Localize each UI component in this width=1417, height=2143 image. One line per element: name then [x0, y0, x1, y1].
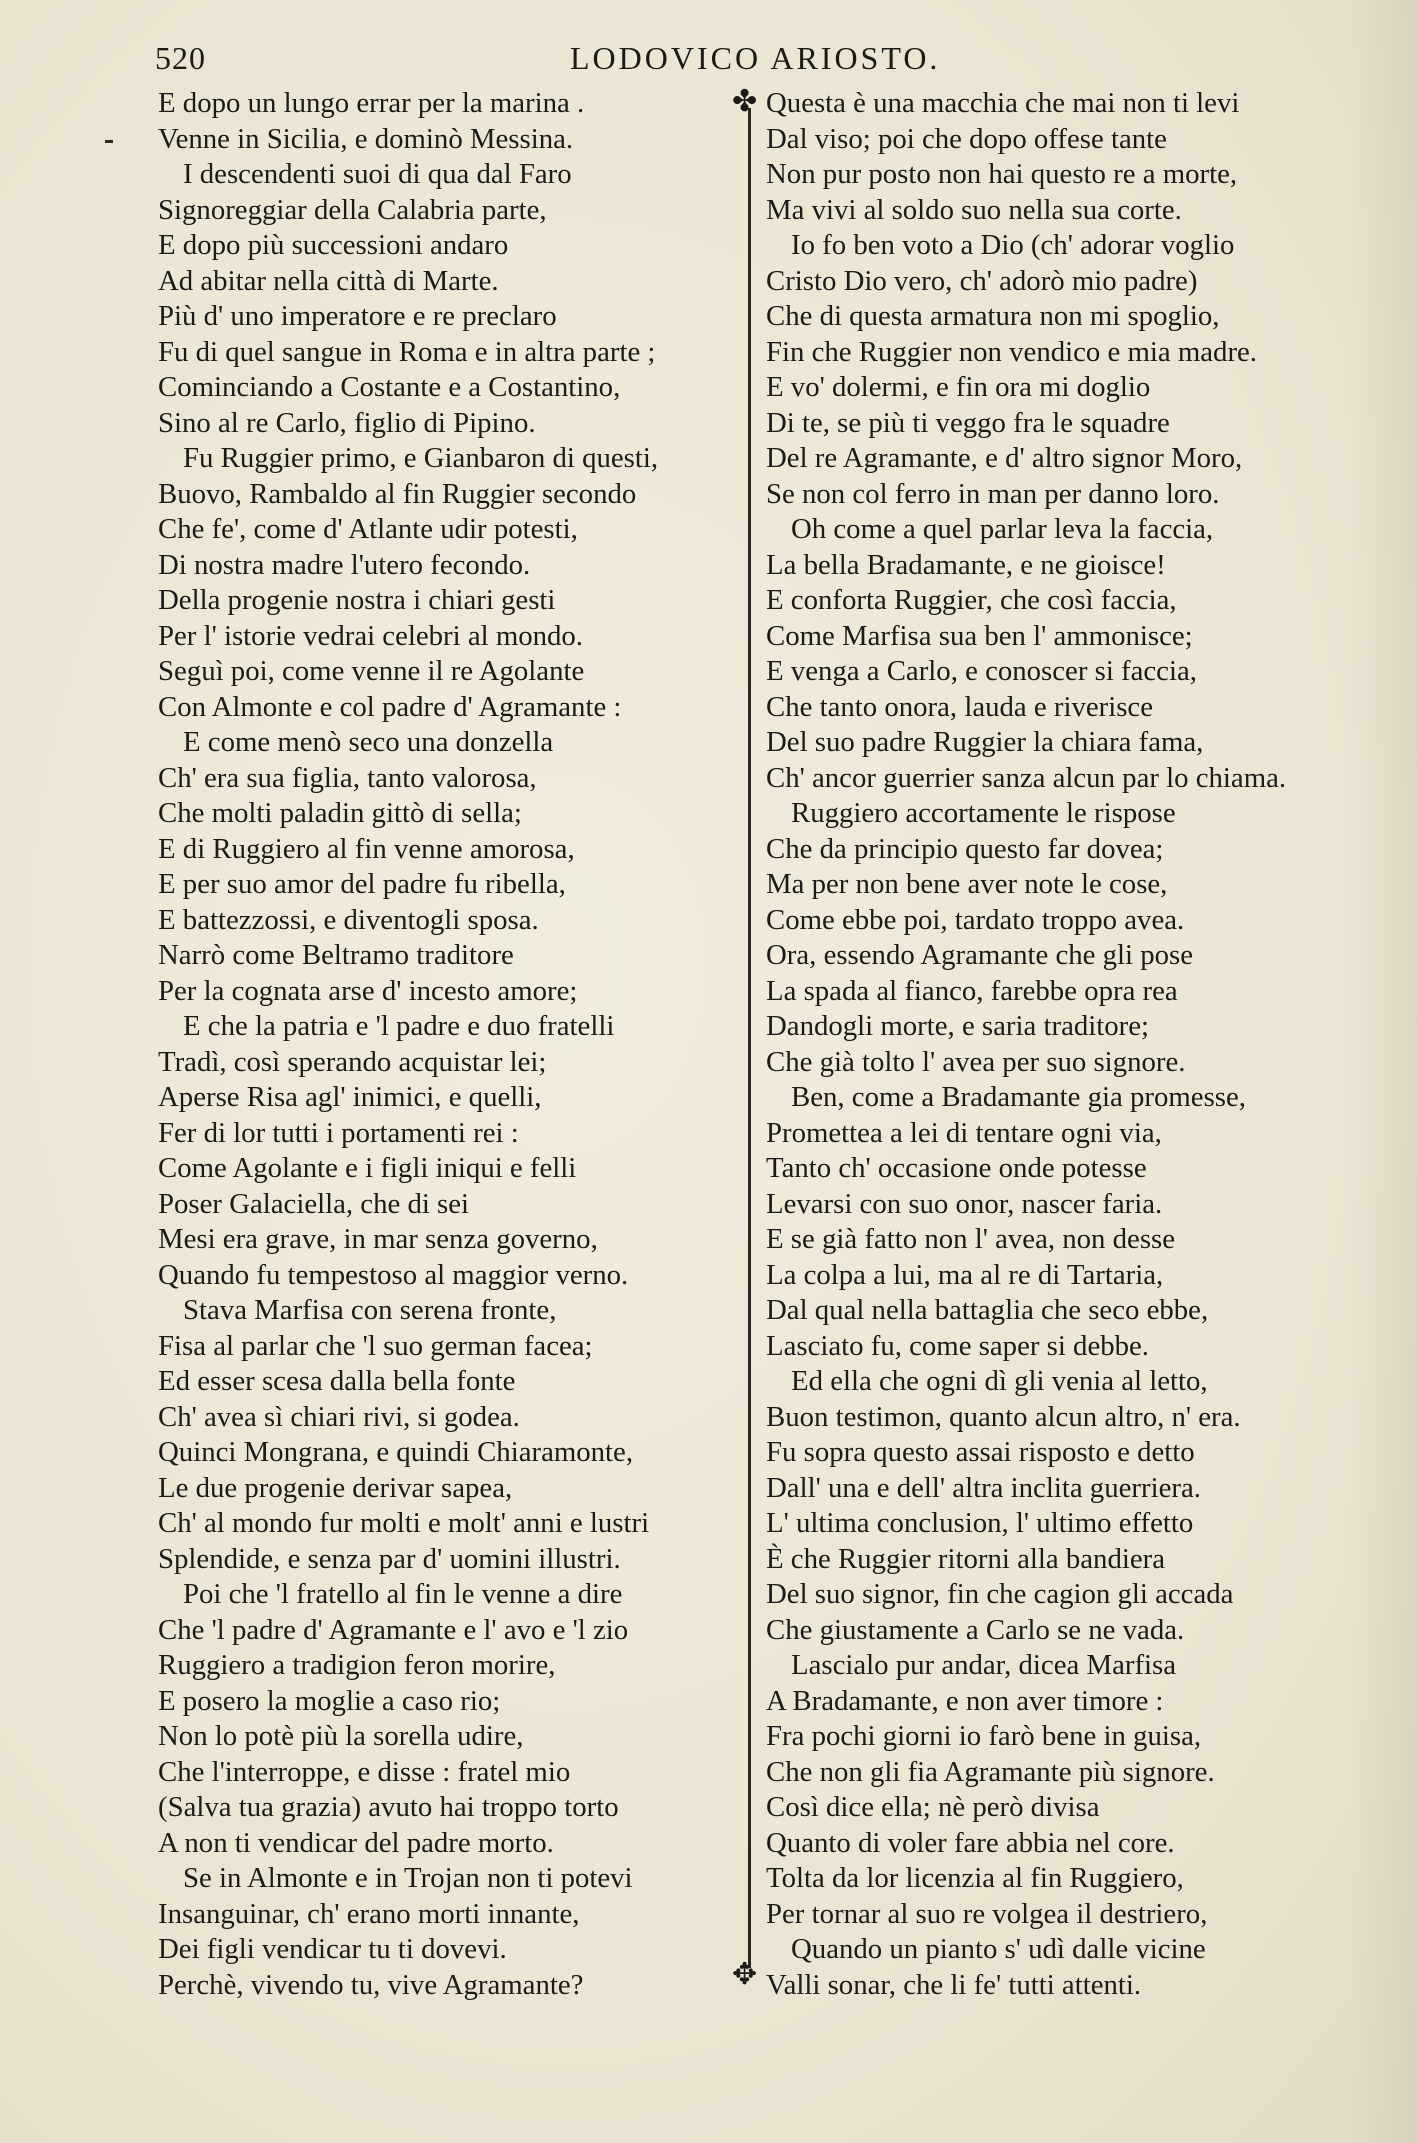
left-column [158, 86, 743, 2003]
verse-line: La spada al fianco, farebbe opra rea [766, 974, 1178, 1007]
verse-line: A Bradamante, e non aver timore : [766, 1684, 1164, 1717]
verse-line: Ch' era sua figlia, tanto valorosa, [158, 761, 537, 794]
verse-line: Lasciato fu, come saper si debbe. [766, 1329, 1150, 1362]
verse-line: Più d' uno imperatore e re preclaro [158, 300, 557, 332]
verse-line: E battezzossi, e diventogli sposa. [158, 903, 539, 936]
verse-line: Cominciando a Costante e a Costantino, [158, 371, 621, 403]
verse-line: Ruggiero accortamente le rispose [791, 797, 1176, 829]
verse-line: Ch' ancor guerrier sanza alcun par lo chiama. [766, 761, 1287, 794]
verse-line: Che già tolto l' avea per suo signore. [766, 1045, 1186, 1078]
verse-line: Di te, se più ti veggo fra le squadre [766, 406, 1170, 439]
verse-line: Questa è una macchia che mai non ti levi [766, 87, 1240, 119]
verse-line: Dei figli vendicar tu ti dovevi. [158, 1933, 507, 1965]
verse-line: Mesi era grave, in mar senza governo, [158, 1223, 598, 1255]
verse-line: Che tanto onora, lauda e riverisce [766, 690, 1154, 723]
verse-line: Ben, come a Bradamante gia promesse, [791, 1081, 1246, 1113]
verse-line: Signoreggiar della Calabria parte, [158, 193, 547, 226]
verse-line: Della progenie nostra i chiari gesti [158, 584, 556, 616]
verse-line: Se non col ferro in man per danno loro. [766, 477, 1220, 510]
top-ornament-icon: ✤ [732, 84, 758, 119]
verse-line: E che la patria e 'l padre e duo fratelli [183, 1010, 615, 1042]
verse-line: Ma per non bene aver note le cose, [766, 868, 1168, 900]
verse-line: Dal viso; poi che dopo offese tante [766, 122, 1167, 155]
bottom-ornament-icon: ✥ [732, 1957, 758, 1992]
verse-line: Che giustamente a Carlo se ne vada. [766, 1613, 1185, 1646]
verse-line: Che molti paladin gittò di sella; [158, 797, 522, 829]
right-column [766, 86, 1366, 2003]
verse-line: E come menò seco una donzella [183, 726, 554, 758]
verse-line: Promettea a lei di tentare ogni via, [766, 1116, 1162, 1149]
verse-line: Poser Galaciella, che di sei [158, 1187, 470, 1220]
verse-line: Con Almonte e col padre d' Agramante : [158, 690, 622, 723]
verse-line: La colpa a lui, ma al re di Tartaria, [766, 1258, 1164, 1291]
verse-line: E se già fatto non l' avea, non desse [766, 1223, 1176, 1255]
verse-line: Fu di quel sangue in Roma e in altra parte ; [158, 335, 656, 368]
column-rule [748, 108, 751, 1968]
verse-line: Lascialo pur andar, dicea Marfisa [791, 1649, 1177, 1681]
verse-line: L' ultima conclusion, l' ultimo effetto [766, 1507, 1194, 1539]
verse-line: Perchè, vivendo tu, vive Agramante? [158, 1968, 584, 2001]
verse-line: La bella Bradamante, e ne gioisce! [766, 548, 1166, 581]
verse-line: Che fe', come d' Atlante udir potesti, [158, 513, 578, 545]
margin-mark [105, 140, 113, 143]
verse-line: Fu Ruggier primo, e Gianbaron di questi, [183, 442, 659, 474]
verse-line: Ruggiero a tradigion feron morire, [158, 1649, 556, 1681]
verse-line: E vo' dolermi, e fin ora mi doglio [766, 371, 1151, 403]
verse-line: E di Ruggiero al fin venne amorosa, [158, 832, 575, 865]
verse-line: Che non gli fia Agramante più signore. [766, 1755, 1215, 1788]
running-title: LODOVICO ARIOSTO. [570, 40, 941, 76]
verse-line: E dopo più successioni andaro [158, 229, 509, 261]
verse-line: Di nostra madre l'utero fecondo. [158, 548, 531, 581]
verse-line: Fer di lor tutti i portamenti rei : [158, 1116, 519, 1149]
verse-line: Fisa al parlar che 'l suo german facea; [158, 1329, 593, 1362]
verse-line: Seguì poi, come venne il re Agolante [158, 655, 585, 687]
verse-line: Come ebbe poi, tardato troppo avea. [766, 903, 1185, 936]
verse-line: Dal qual nella battaglia che seco ebbe, [766, 1294, 1209, 1326]
verse-line: Ed ella che ogni dì gli venia al letto, [791, 1365, 1208, 1397]
verse-line: Quando un pianto s' udì dalle vicine [791, 1933, 1206, 1965]
verse-line: E dopo un lungo errar per la marina . [158, 87, 585, 119]
verse-line: Levarsi con suo onor, nascer faria. [766, 1187, 1163, 1220]
verse-line: Cristo Dio vero, ch' adorò mio padre) [766, 264, 1198, 297]
verse-line: Che da principio questo far dovea; [766, 832, 1164, 865]
verse-line: E venga a Carlo, e conoscer si faccia, [766, 655, 1197, 687]
verse-line: E posero la moglie a caso rio; [158, 1684, 501, 1717]
verse-line: Tolta da lor licenzia al fin Ruggiero, [766, 1862, 1184, 1894]
verse-line: Ch' avea sì chiari rivi, si godea. [158, 1400, 520, 1433]
verse-line: Che 'l padre d' Agramante e l' avo e 'l zio [158, 1613, 629, 1646]
verse-line: Che di questa armatura non mi spoglio, [766, 300, 1220, 332]
verse-line: Come Marfisa sua ben l' ammonisce; [766, 619, 1193, 652]
verse-line: Buon testimon, quanto alcun altro, n' era. [766, 1400, 1241, 1433]
verse-line: Venne in Sicilia, e dominò Messina. [158, 122, 574, 155]
verse-line: Se in Almonte e in Trojan non ti potevi [183, 1862, 633, 1894]
verse-line: Tanto ch' occasione onde potesse [766, 1152, 1147, 1184]
verse-line: Narrò come Beltramo traditore [158, 939, 514, 971]
verse-line: Splendide, e senza par d' uomini illustri. [158, 1542, 621, 1575]
verse-line: È che Ruggier ritorni alla bandiera [766, 1542, 1165, 1575]
verse-line: Stava Marfisa con serena fronte, [183, 1294, 557, 1326]
verse-line: Poi che 'l fratello al fin le venne a dire [183, 1578, 623, 1610]
verse-line: Sino al re Carlo, figlio di Pipino. [158, 406, 536, 439]
verse-line: Dandogli morte, e saria traditore; [766, 1010, 1150, 1042]
verse-line: Come Agolante e i figli iniqui e felli [158, 1152, 577, 1184]
verse-line: Per la cognata arse d' incesto amore; [158, 974, 578, 1007]
verse-line: Ad abitar nella città di Marte. [158, 264, 499, 297]
page-number: 520 [155, 40, 206, 76]
verse-line: Tradì, così sperando acquistar lei; [158, 1045, 547, 1078]
verse-line: A non ti vendicar del padre morto. [158, 1826, 554, 1859]
verse-line: Io fo ben voto a Dio (ch' adorar voglio [791, 229, 1235, 261]
verse-line: Così dice ella; nè però divisa [766, 1791, 1100, 1823]
verse-line: Del suo signor, fin che cagion gli accada [766, 1578, 1234, 1610]
verse-line: Per tornar al suo re volgea il destriero, [766, 1897, 1208, 1930]
verse-line: Ed esser scesa dalla bella fonte [158, 1365, 516, 1397]
verse-line: Che l'interroppe, e disse : fratel mio [158, 1755, 571, 1788]
verse-line: Ch' al mondo fur molti e molt' anni e lustri [158, 1507, 650, 1539]
verse-line: Non pur posto non hai questo re a morte, [766, 158, 1238, 190]
verse-line: (Salva tua grazia) avuto hai troppo torto [158, 1791, 619, 1823]
verse-line: Per l' istorie vedrai celebri al mondo. [158, 619, 584, 652]
verse-line: Fra pochi giorni io farò bene in guisa, [766, 1720, 1202, 1752]
verse-line: Del re Agramante, e d' altro signor Moro, [766, 442, 1243, 474]
verse-line: Quinci Mongrana, e quindi Chiaramonte, [158, 1436, 634, 1468]
verse-line: Insanguinar, ch' erano morti innante, [158, 1897, 580, 1930]
verse-line: Oh come a quel parlar leva la faccia, [791, 513, 1214, 545]
verse-line: Quando fu tempestoso al maggior verno. [158, 1258, 629, 1291]
verse-line: E conforta Ruggier, che così faccia, [766, 584, 1177, 616]
verse-line: Fu sopra questo assai risposto e detto [766, 1436, 1195, 1468]
verse-line: Le due progenie derivar sapea, [158, 1471, 513, 1504]
verse-line: Ma vivi al soldo suo nella sua corte. [766, 193, 1182, 226]
verse-line: I descendenti suoi di qua dal Faro [183, 158, 572, 190]
verse-line: Valli sonar, che li fe' tutti attenti. [766, 1968, 1142, 2001]
verse-line: Dall' una e dell' altra inclita guerriera. [766, 1471, 1201, 1504]
verse-line: Ora, essendo Agramante che gli pose [766, 939, 1194, 971]
verse-line: Non lo potè più la sorella udire, [158, 1720, 524, 1752]
verse-line: E per suo amor del padre fu ribella, [158, 868, 566, 900]
verse-line: Fin che Ruggier non vendico e mia madre. [766, 335, 1258, 368]
verse-line: Aperse Risa agl' inimici, e quelli, [158, 1081, 542, 1113]
verse-line: Del suo padre Ruggier la chiara fama, [766, 726, 1204, 758]
verse-line: Quanto di voler fare abbia nel core. [766, 1826, 1175, 1859]
verse-line: Buovo, Rambaldo al fin Ruggier secondo [158, 477, 637, 510]
